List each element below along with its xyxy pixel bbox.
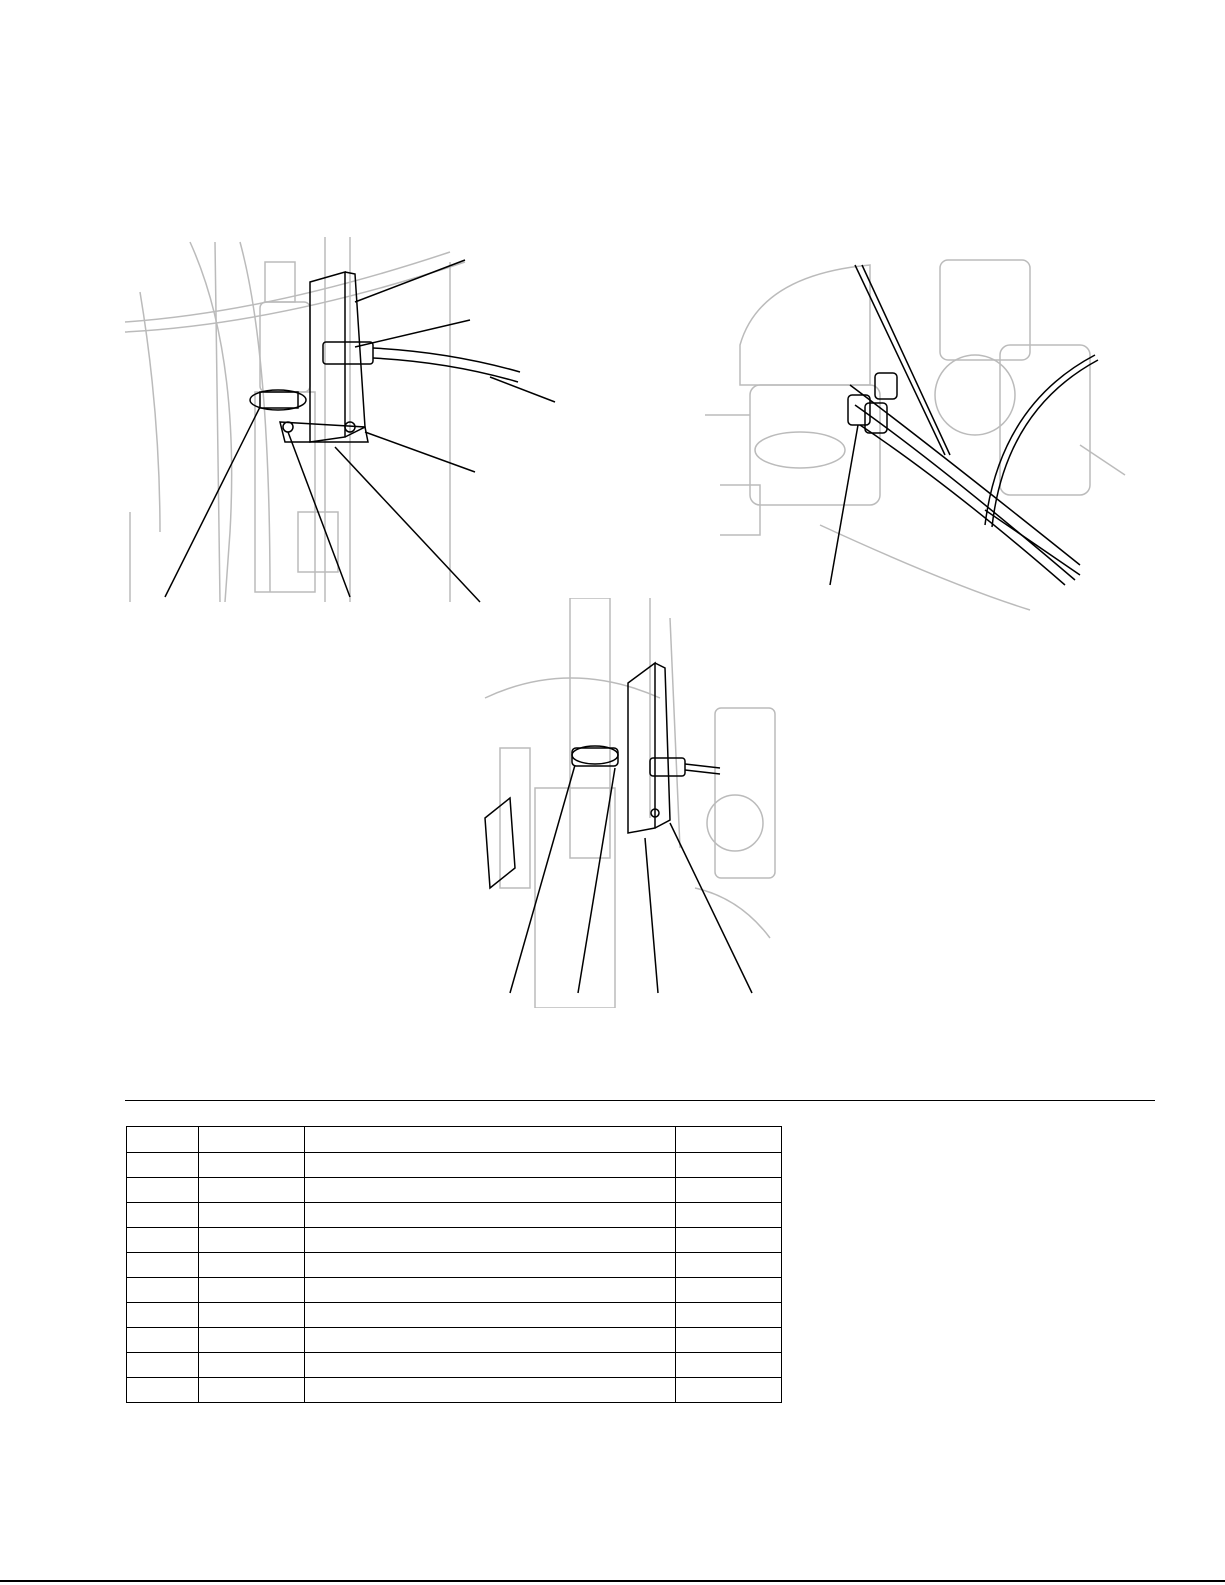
table-cell: [305, 1353, 676, 1378]
figure-sensor-bracket: [470, 598, 790, 1008]
table-cell: [676, 1253, 782, 1278]
table-cell: [305, 1228, 676, 1253]
table-cell: [305, 1303, 676, 1328]
parts-table-header: [127, 1127, 782, 1153]
table-row: [127, 1378, 782, 1403]
header-cell: [199, 1127, 305, 1153]
header-cell: [127, 1127, 199, 1153]
table-cell: [305, 1253, 676, 1278]
table-cell: [127, 1378, 199, 1403]
table-cell: [305, 1178, 676, 1203]
table-cell: [127, 1328, 199, 1353]
table-cell: [199, 1228, 305, 1253]
table-cell: [199, 1203, 305, 1228]
table-cell: [127, 1303, 199, 1328]
table-row: [127, 1303, 782, 1328]
table-row: [127, 1153, 782, 1178]
table-cell: [127, 1278, 199, 1303]
table-cell: [305, 1328, 676, 1353]
header-cell: [676, 1127, 782, 1153]
pump-manifold-cable-drawing-icon: [700, 255, 1130, 615]
table-cell: [127, 1228, 199, 1253]
table-row: [127, 1278, 782, 1303]
table-cell: [305, 1153, 676, 1178]
table-cell: [676, 1278, 782, 1303]
figure-pump-manifold: [700, 255, 1130, 615]
table-cell: [199, 1303, 305, 1328]
table-cell: [127, 1178, 199, 1203]
parts-table-body: [127, 1153, 782, 1403]
table-cell: [676, 1178, 782, 1203]
table-cell: [199, 1278, 305, 1303]
table-cell: [199, 1253, 305, 1278]
table-cell: [127, 1253, 199, 1278]
sensor-bracket-collar-drawing-icon: [470, 598, 790, 1008]
table-cell: [127, 1353, 199, 1378]
page-bottom-rule: [0, 1580, 1225, 1582]
table-row: [127, 1228, 782, 1253]
header-cell: [305, 1127, 676, 1153]
table-cell: [305, 1278, 676, 1303]
table-cell: [127, 1153, 199, 1178]
parts-table: [126, 1126, 782, 1403]
table-row: [127, 1328, 782, 1353]
table-row: [127, 1203, 782, 1228]
table-row: [127, 1178, 782, 1203]
table-cell: [199, 1153, 305, 1178]
table-cell: [305, 1203, 676, 1228]
table-row: [127, 1253, 782, 1278]
table-cell: [676, 1303, 782, 1328]
table-cell: [199, 1178, 305, 1203]
figure-valve-bracket: [120, 232, 570, 612]
table-cell: [305, 1378, 676, 1403]
table-cell: [199, 1328, 305, 1353]
table-cell: [676, 1228, 782, 1253]
table-cell: [199, 1378, 305, 1403]
table-cell: [199, 1353, 305, 1378]
table-row: [127, 1353, 782, 1378]
table-cell: [676, 1328, 782, 1353]
table-cell: [676, 1203, 782, 1228]
table-cell: [676, 1378, 782, 1403]
table-cell: [676, 1353, 782, 1378]
valve-sensor-bracket-drawing-icon: [120, 232, 570, 612]
table-cell: [127, 1203, 199, 1228]
section-divider: [125, 1100, 1155, 1101]
table-cell: [676, 1153, 782, 1178]
